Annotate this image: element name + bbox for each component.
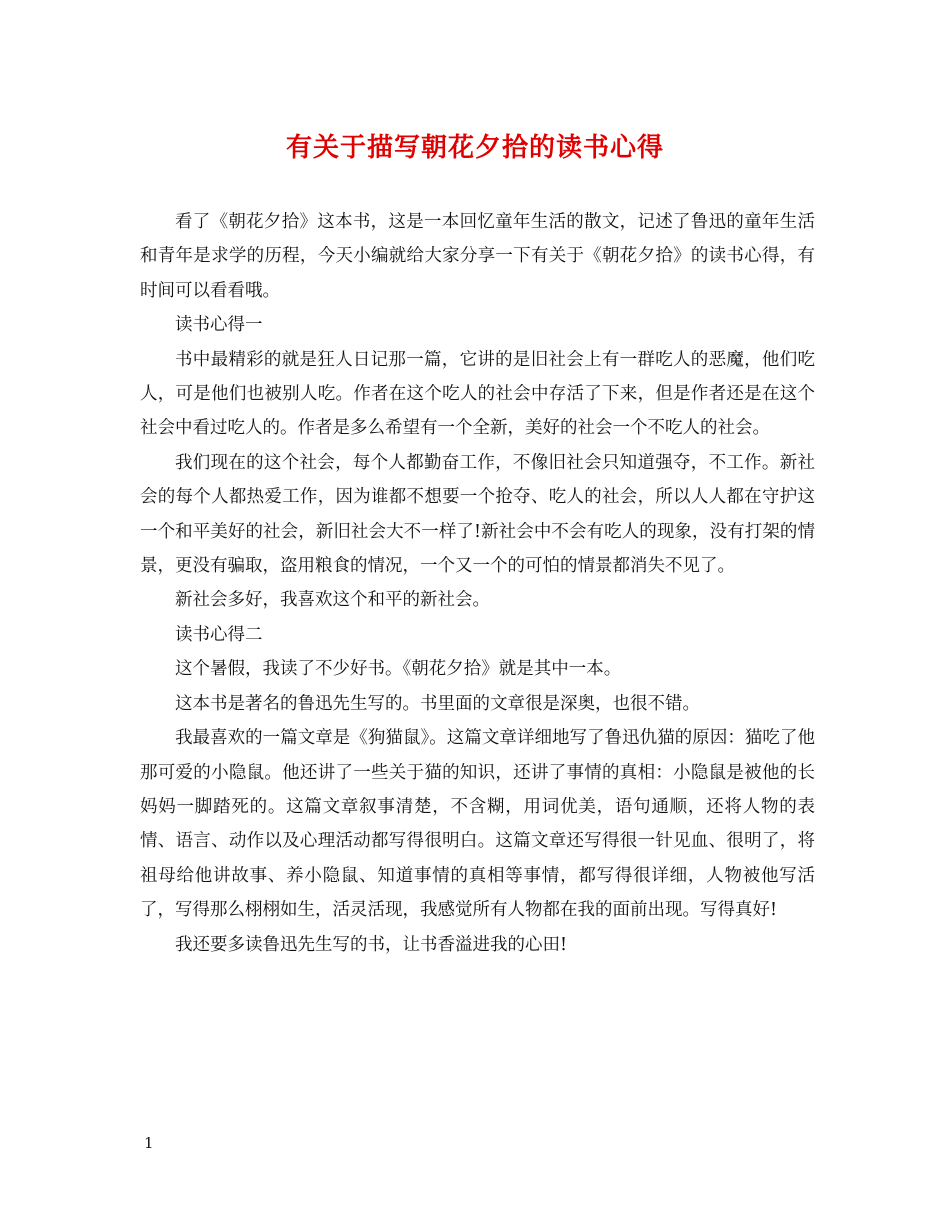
document-title: 有关于描写朝花夕拾的读书心得 — [285, 133, 664, 163]
section-heading-2: 读书心得二 — [175, 624, 263, 645]
document-body — [140, 205, 815, 962]
paragraph: 我最喜欢的一篇文章是《狗猫鼠》。这篇文章详细地写了鲁迅仇猫的原因：猫吃了他那可爱的小隐鼠。他还讲了一些关于猫的知识，还讲了事情的真相：小隐鼠是被他的长妈妈一脚踏死的。这篇文章叙事清楚，不含糊，用词优美，语句通顺，还将人物的表情、语言、动作以及心理活动都写得很明白。这篇文章还写得很一针见血、很明了，将祖母给他讲故事、养小隐鼠、知道事情的真相等事情，都写得很详细，人物被他写活了，写得那么栩栩如生，活灵活现，我感觉所有人物都在我的面前出现。写得真好! — [140, 728, 815, 921]
paragraph: 这本书是著名的鲁迅先生写的。书里面的文章很是深奥，也很不错。 — [175, 693, 700, 714]
paragraph: 书中最精彩的就是狂人日记那一篇，它讲的是旧社会上有一群吃人的恶魔，他们吃人，可是他们也被别人吃。作者在这个吃人的社会中存活了下来，但是作者还是在这个社会中看过吃人的。作者是多么希望有一个全新，美好的社会一个不吃人的社会。 — [140, 349, 815, 439]
section-heading-1: 读书心得一 — [175, 315, 263, 336]
page-number: 1 — [144, 1134, 154, 1152]
paragraph: 新社会多好，我喜欢这个和平的新社会。 — [175, 590, 490, 611]
paragraph-conclusion: 我还要多读鲁迅先生写的书，让书香溢进我的心田! — [175, 934, 568, 955]
paragraph: 我们现在的这个社会，每个人都勤奋工作，不像旧社会只知道强夺，不工作。新社会的每个人都热爱工作，因为谁都不想要一个抢夺、吃人的社会，所以人人都在守护这一个和平美好的社会，新旧社会大不一样了!新社会中不会有吃人的现象，没有打架的情景，更没有骗取，盗用粮食的情况，一个又一个的可怕的情景都消失不见了。 — [140, 452, 815, 577]
paragraph: 这个暑假，我读了不少好书。《朝花夕拾》就是其中一本。 — [175, 659, 622, 680]
paragraph-intro: 看了《朝花夕拾》这本书，这是一本回忆童年生活的散文，记述了鲁迅的童年生活和青年是求学的历程，今天小编就给大家分享一下有关于《朝花夕拾》的读书心得，有时间可以看看哦。 — [140, 212, 815, 301]
